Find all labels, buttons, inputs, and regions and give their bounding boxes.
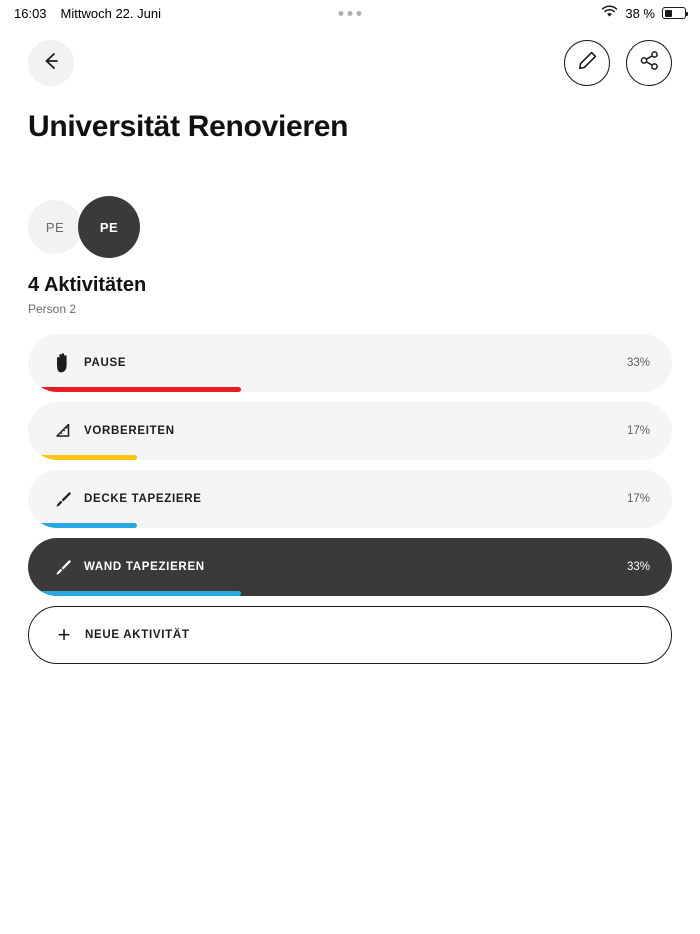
dot-2 [348, 11, 353, 16]
status-time: 16:03 [14, 5, 47, 21]
activity-label: WAND TAPEZIEREN [84, 561, 205, 573]
avatar-person-2[interactable] [78, 196, 140, 258]
hand-icon [50, 352, 76, 374]
battery-percent-label: 38 % [625, 5, 655, 21]
pencil-icon [577, 50, 598, 76]
activity-row-decke-tapeziere[interactable] [28, 470, 672, 528]
activity-progress-bar [28, 591, 241, 596]
activity-progress-bar [28, 455, 137, 460]
battery-fill [665, 10, 672, 17]
activity-label: PAUSE [84, 357, 127, 369]
battery-icon [662, 7, 686, 19]
plus-icon: + [57, 622, 71, 647]
new-activity-button[interactable] [28, 606, 672, 664]
people-avatars [28, 196, 700, 258]
brush-icon [50, 489, 76, 509]
brush-icon [50, 557, 76, 577]
activity-percent: 33% [626, 357, 650, 369]
activity-percent: 17% [626, 493, 650, 505]
top-bar [0, 40, 700, 86]
page-title: Universität Renovieren [28, 110, 349, 143]
back-button[interactable] [28, 40, 74, 86]
activity-percent: 17% [626, 425, 650, 437]
activity-list [28, 334, 672, 596]
share-button[interactable] [626, 40, 672, 86]
section-header [28, 274, 700, 316]
avatar-person-1[interactable] [28, 200, 82, 254]
activity-label: VORBEREITEN [84, 425, 175, 437]
activity-progress-bar [28, 387, 241, 392]
wifi-icon [601, 5, 618, 21]
avatar-initials: PE [99, 219, 119, 235]
activity-row-vorbereiten[interactable] [28, 402, 672, 460]
arrow-left-icon [40, 50, 62, 77]
more-dots-icon [339, 11, 362, 16]
new-activity-label: NEUE AKTIVITÄT [85, 629, 190, 641]
status-bar-left [14, 6, 161, 21]
activity-row-pause[interactable] [28, 334, 672, 392]
activity-progress-bar [28, 523, 137, 528]
activity-percent: 33% [626, 561, 650, 573]
activity-row-wand-tapezieren[interactable] [28, 538, 672, 596]
ruler-icon [50, 421, 76, 441]
dot-1 [339, 11, 344, 16]
edit-button[interactable] [564, 40, 610, 86]
status-bar-right [601, 5, 686, 21]
activity-label: DECKE TAPEZIERE [84, 493, 202, 505]
status-date: Mittwoch 22. Juni [60, 5, 161, 21]
status-bar [0, 0, 700, 26]
dot-3 [357, 11, 362, 16]
activity-count-title: 4 Aktivitäten [28, 274, 147, 296]
avatar-initials: PE [45, 219, 65, 235]
selected-person-label: Person 2 [28, 302, 77, 316]
share-icon [639, 50, 660, 76]
top-bar-actions [564, 40, 672, 86]
